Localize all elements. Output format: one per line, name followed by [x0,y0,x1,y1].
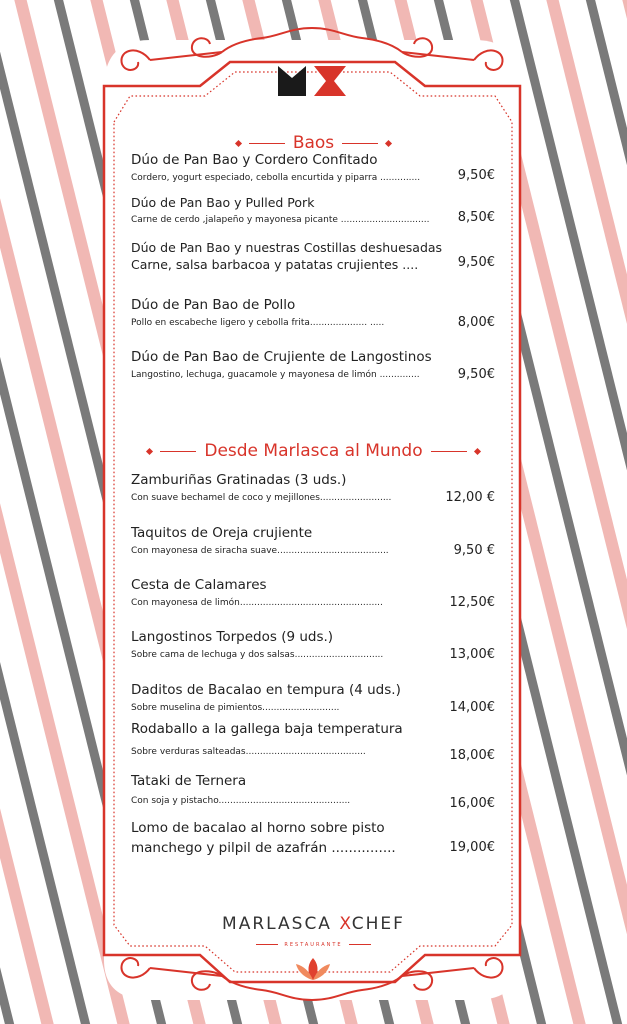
item-name: Zamburiñas Gratinadas (3 uds.) [131,472,347,488]
item-desc: Con suave bechamel de coco y mejillones......................... [131,493,392,503]
item-price: 19,00€ [449,840,495,855]
item-name: Dúo de Pan Bao de Crujiente de Langostinos [131,349,432,365]
item-desc: Sobre verduras salteadas.......................................... [131,747,366,757]
section-title-baos: Baos [0,133,627,153]
menu-item [131,721,495,763]
item-price: 12,00 € [445,490,495,505]
item-name: Dúo de Pan Bao y Pulled Pork [131,195,315,210]
brand-subtitle: RESTAURANTE [0,942,627,948]
item-price: 8,50€ [457,210,495,225]
item-price: 9,50€ [457,168,495,183]
menu-item [131,525,495,556]
menu-item [131,629,495,660]
item-name: Dúo de Pan Bao y Cordero Confitado [131,152,378,168]
item-name: Tataki de Ternera [131,773,247,789]
item-desc: Pollo en escabeche ligero y cebolla frita.................... ..... [131,318,385,328]
menu-item [131,577,495,608]
item-name: Taquitos de Oreja crujiente [131,525,313,541]
item-desc: Langostino, lechuga, guacamole y mayonesa de limón .............. [131,370,420,380]
item-name: Dúo de Pan Bao y nuestras Costillas deshuesadas [131,240,443,255]
menu-item [131,194,495,225]
item-name: Lomo de bacalao al horno sobre pisto [131,820,385,836]
item-name-line2: Carne, salsa barbacoa y patatas crujientes .... [131,257,419,272]
item-desc: Carne de cerdo ,jalapeño y mayonesa picante ............................... [131,215,430,225]
lotus-icon [293,956,333,982]
item-price: 9,50€ [457,255,495,270]
item-price: 9,50€ [457,367,495,382]
item-desc: Con soja y pistacho.............................................. [131,796,351,806]
item-name: Langostinos Torpedos (9 uds.) [131,629,334,645]
item-price: 16,00€ [449,796,495,811]
item-name: Rodaballo a la gallega baja temperatura [131,721,403,737]
item-desc: Con mayonesa de limón.................................................. [131,598,383,608]
menu-item [131,773,495,811]
item-desc: Sobre cama de lechuga y dos salsas............................... [131,650,384,660]
item-price: 14,00€ [449,700,495,715]
menu-item [131,820,495,857]
menu-item [131,682,495,713]
item-name: Cesta de Calamares [131,577,267,593]
menu-item [131,349,495,380]
menu-item [131,297,495,328]
item-desc: Con mayonesa de siracha suave....................................... [131,546,389,556]
item-price: 12,50€ [449,595,495,610]
brand-name: MARLASCA XCHEF [222,914,405,934]
item-price: 18,00€ [449,748,495,763]
item-name: Daditos de Bacalao en tempura (4 uds.) [131,682,401,698]
item-name: Dúo de Pan Bao de Pollo [131,297,296,313]
item-price: 8,00€ [457,315,495,330]
item-price: 13,00€ [449,647,495,662]
item-desc: Sobre muselina de pimientos........................... [131,703,340,713]
menu-item [131,152,495,183]
mx-logo-icon [278,66,346,96]
menu-item [131,472,495,503]
item-name-line2: manchego y pilpil de azafrán ............... [131,840,396,856]
item-price: 9,50 € [453,543,495,558]
menu-item [131,239,495,273]
item-desc: Cordero, yogurt especiado, cebolla encurtida y piparra .............. [131,173,421,183]
section-title-mundo: Desde Marlasca al Mundo [0,441,627,461]
